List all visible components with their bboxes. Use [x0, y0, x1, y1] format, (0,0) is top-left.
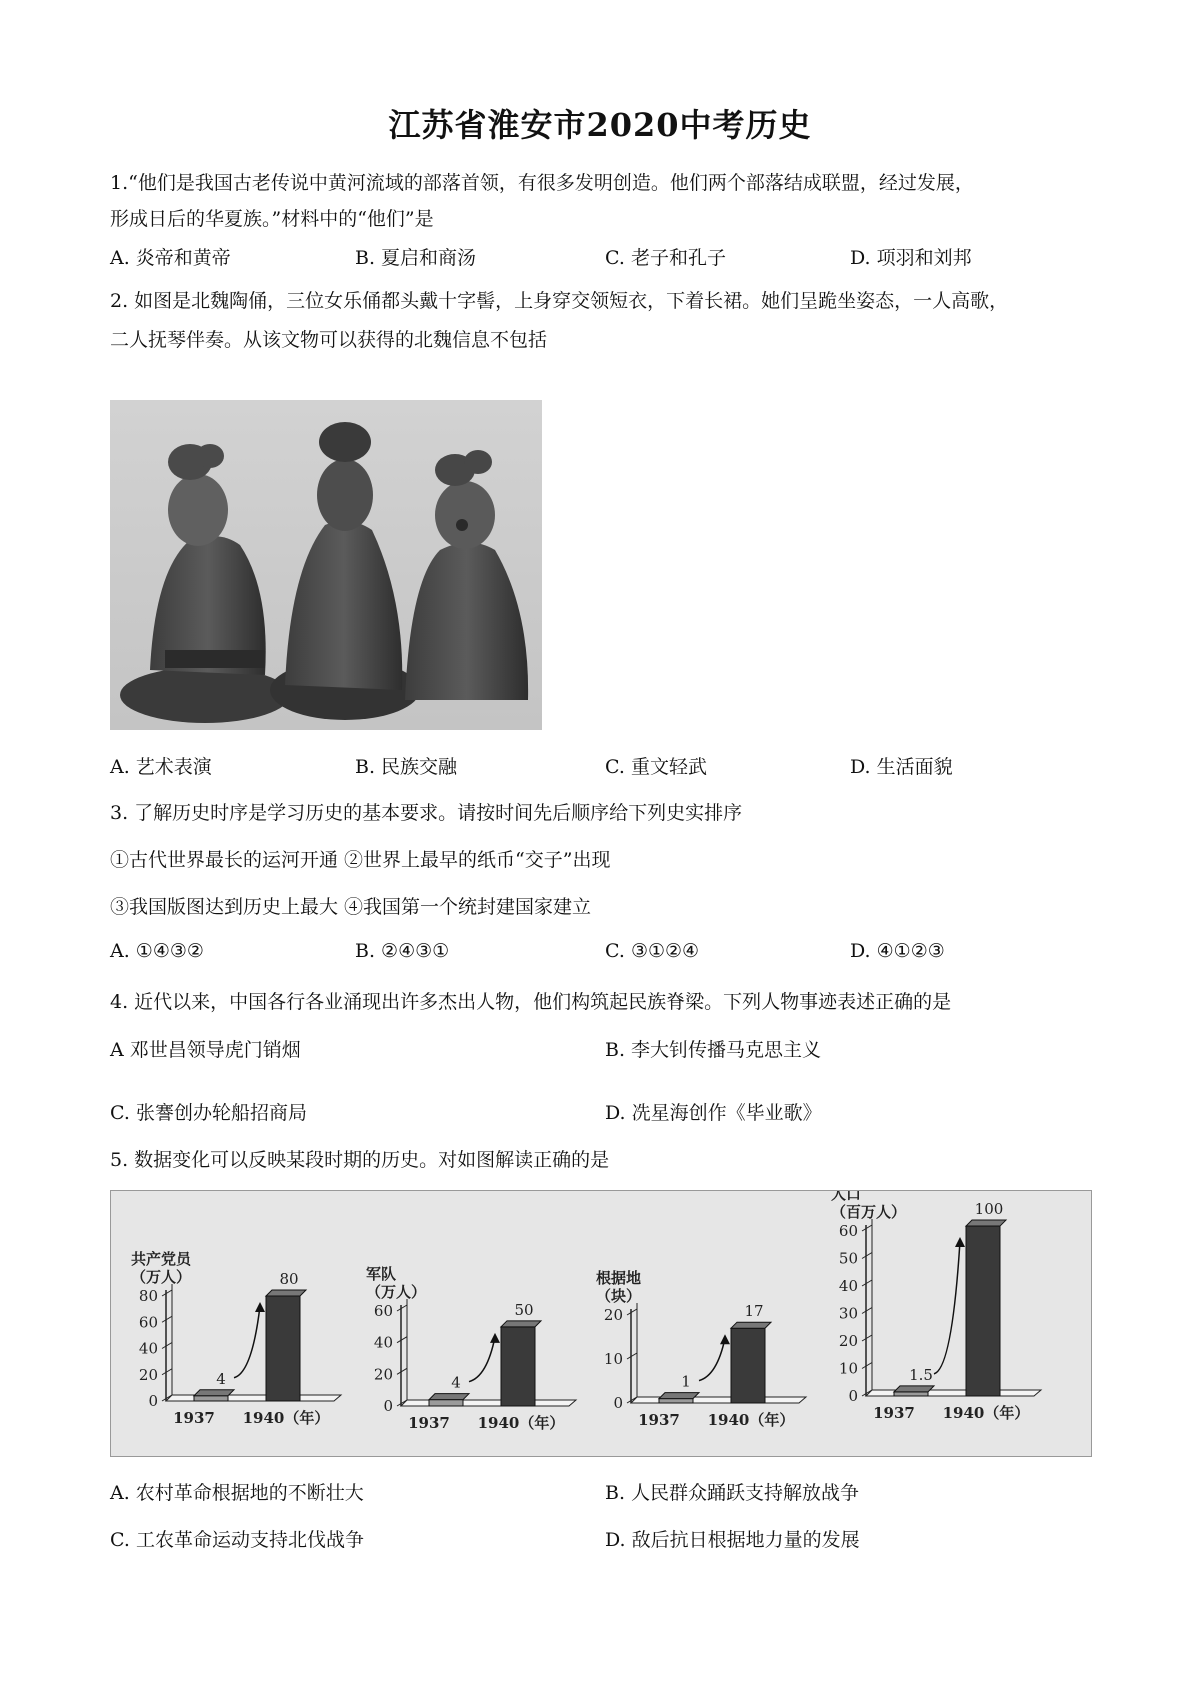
- q5-option-d: D. 敌后抗日根据地力量的发展: [605, 1529, 860, 1551]
- q2-option-d: D. 生活面貌: [850, 756, 953, 778]
- chart2-growth-arrow: [469, 1337, 495, 1382]
- chart4-tick-2: [862, 1335, 872, 1341]
- chart2-x-label-0: 1937: [408, 1414, 450, 1432]
- chart4-bar-top-0: [894, 1386, 934, 1392]
- chart4-value-label-1: 100: [974, 1200, 1004, 1219]
- q3-stem-line3: ③我国版图达到历史上最大 ④我国第一个统封建国家建立: [110, 896, 592, 918]
- q1-option-c: C. 老子和孔子: [605, 247, 726, 269]
- bar-charts-svg: [111, 1191, 1091, 1456]
- chart4-x-label-0: 1937: [873, 1404, 915, 1422]
- figurines-illustration: [110, 400, 542, 730]
- chart4-tick-label-0: 0: [848, 1387, 858, 1405]
- chart2-x-label-1: 1940（年）: [477, 1414, 565, 1432]
- chart4-tick-6: [862, 1225, 872, 1231]
- q2-option-a: A. 艺术表演: [110, 756, 212, 778]
- chart2-floor: [401, 1400, 576, 1406]
- q1-option-d: D. 项羽和刘邦: [850, 247, 972, 269]
- q1-option-b: B. 夏启和商汤: [355, 247, 477, 269]
- chart3-ylabel-line2: （块）: [596, 1287, 642, 1305]
- q2-option-c: C. 重文轻武: [605, 756, 707, 778]
- q2-option-b: B. 民族交融: [355, 756, 458, 778]
- q3-option-c: C. ③①②④: [605, 940, 700, 962]
- chart1-bar-1: [266, 1296, 300, 1401]
- chart4-tick-label-1: 10: [838, 1359, 858, 1378]
- chart3-tick-label-0: 0: [613, 1394, 623, 1412]
- q5-stem: 5. 数据变化可以反映某段时期的历史。对如图解读正确的是: [110, 1149, 610, 1171]
- chart1-tick-label-0: 0: [148, 1392, 158, 1410]
- chart3-x-label-0: 1937: [638, 1411, 680, 1429]
- chart1-bar-0: [194, 1396, 228, 1401]
- q3-stem-line2: ①古代世界最长的运河开通 ②世界上最早的纸币“交子”出现: [110, 849, 611, 871]
- q4-option-a: A 邓世昌领导虎门销烟: [110, 1039, 301, 1061]
- chart1-tick-3: [162, 1316, 172, 1322]
- chart1-tick-label-2: 40: [138, 1339, 158, 1358]
- q4-option-b: B. 李大钊传播马克思主义: [605, 1039, 822, 1061]
- chart4-bar-0: [894, 1392, 928, 1396]
- chart2-tick-label-1: 20: [373, 1365, 393, 1384]
- chart3-bar-top-1: [731, 1322, 771, 1328]
- chart1-value-label-1: 80: [279, 1270, 299, 1288]
- chart4-value-label-0: 1.5: [909, 1365, 933, 1384]
- q1-stem-line2: 形成日后的华夏族。”材料中的“他们”是: [110, 208, 434, 230]
- chart4-x-label-1: 1940（年）: [942, 1404, 1030, 1422]
- chart2-ylabel-line1: 军队: [366, 1265, 397, 1283]
- chart2-tick-1: [397, 1368, 407, 1374]
- chart2-tick-label-2: 40: [373, 1333, 393, 1352]
- chart1-tick-label-4: 80: [138, 1287, 158, 1305]
- chart3-arrow-head: [720, 1334, 730, 1344]
- q5-option-b: B. 人民群众踊跃支持解放战争: [605, 1482, 860, 1504]
- chart4-tick-4: [862, 1280, 872, 1286]
- chart2-bar-top-1: [501, 1321, 541, 1327]
- chart3-bar-1: [731, 1328, 765, 1403]
- chart4-bar-top-1: [966, 1220, 1006, 1226]
- chart1-bar-top-1: [266, 1290, 306, 1296]
- chart4-tick-5: [862, 1253, 872, 1259]
- q3-option-b: B. ②④③①: [355, 940, 450, 962]
- chart2-value-label-0: 4: [451, 1373, 461, 1392]
- chart2-tick-label-3: 60: [373, 1302, 393, 1320]
- chart4-tick-label-6: 60: [838, 1222, 858, 1240]
- chart1-bar-top-0: [194, 1390, 234, 1396]
- chart4-ylabel-line1: 人口: [831, 1191, 862, 1203]
- chart2-bar-top-0: [429, 1394, 469, 1400]
- chart2-ylabel-line2: （万人）: [366, 1283, 427, 1301]
- q2-stem-line2: 二人抚琴伴奏。从该文物可以获得的北魏信息不包括: [110, 329, 548, 351]
- q4-stem: 4. 近代以来，中国各行各业涌现出许多杰出人物，他们构筑起民族脊梁。下列人物事迹表述正确的是: [110, 991, 952, 1013]
- q3-option-a: A. ①④③②: [110, 940, 204, 962]
- chart3-tick-label-1: 10: [603, 1350, 623, 1368]
- chart1-tick-label-1: 20: [138, 1365, 158, 1384]
- chart3-bar-top-0: [659, 1393, 699, 1399]
- chart3-x-label-1: 1940（年）: [707, 1411, 795, 1429]
- q1-stem-line1: 1.“他们是我国古老传说中黄河流域的部落首领，有很多发明创造。他们两个部落结成联盟，经过发展，: [110, 172, 974, 194]
- chart4-floor: [866, 1390, 1041, 1396]
- chart1-growth-arrow: [234, 1306, 260, 1378]
- q1-option-a: A. 炎帝和黄帝: [110, 247, 231, 269]
- chart1-x-label-1: 1940（年）: [242, 1409, 330, 1427]
- chart3-tick-label-2: 20: [603, 1306, 623, 1324]
- chart2-arrow-head: [490, 1333, 500, 1343]
- chart4-ylabel-line2: （百万人）: [831, 1203, 907, 1221]
- q4-option-d: D. 冼星海创作《毕业歌》: [605, 1102, 822, 1124]
- chart1-tick-2: [162, 1343, 172, 1349]
- chart4-growth-arrow: [934, 1241, 960, 1374]
- chart3-value-label-1: 17: [744, 1302, 764, 1321]
- chart3-growth-arrow: [699, 1338, 725, 1380]
- chart4-arrow-head: [955, 1237, 965, 1247]
- q3-option-d: D. ④①②③: [850, 940, 945, 962]
- chart1-value-label-0: 4: [216, 1369, 226, 1388]
- q2-stem-line1: 2. 如图是北魏陶俑，三位女乐俑都头戴十字髻，上身穿交领短衣，下着长裙。她们呈跪坐姿态，一人高歌，: [110, 290, 1009, 312]
- chart1-tick-label-3: 60: [138, 1313, 158, 1332]
- chart3-floor: [631, 1397, 806, 1403]
- chart2-tick-2: [397, 1337, 407, 1343]
- chart2-bar-0: [429, 1400, 463, 1406]
- chart1-x-label-0: 1937: [173, 1409, 215, 1427]
- chart1-floor: [166, 1395, 341, 1401]
- q5-option-a: A. 农村革命根据地的不断壮大: [110, 1482, 364, 1504]
- chart4-tick-label-3: 30: [838, 1304, 858, 1323]
- chart4-tick-3: [862, 1308, 872, 1314]
- q3-stem-line1: 3. 了解历史时序是学习历史的基本要求。请按时间先后顺序给下列史实排序: [110, 802, 743, 824]
- q4-option-c: C. 张謇创办轮船招商局: [110, 1102, 307, 1124]
- chart4-tick-label-5: 50: [838, 1249, 858, 1268]
- q5-option-c: C. 工农革命运动支持北伐战争: [110, 1529, 364, 1551]
- chart1-ylabel-line1: 共产党员: [131, 1250, 192, 1268]
- chart3-value-label-0: 1: [681, 1372, 691, 1391]
- chart4-bar-1: [966, 1226, 1000, 1396]
- chart3-ylabel-line1: 根据地: [596, 1269, 642, 1287]
- chart1-tick-1: [162, 1369, 172, 1375]
- chart2-tick-label-0: 0: [383, 1397, 393, 1415]
- chart3-tick-1: [627, 1353, 637, 1359]
- chart2-bar-1: [501, 1327, 535, 1406]
- chart3-bar-0: [659, 1399, 693, 1403]
- chart2-value-label-1: 50: [514, 1300, 534, 1319]
- chart4-tick-label-4: 40: [838, 1277, 858, 1295]
- chart4-tick-1: [862, 1363, 872, 1369]
- figurines-photo: [110, 400, 542, 730]
- chart4-tick-label-2: 20: [838, 1332, 858, 1350]
- chart1-ylabel-line2: （万人）: [131, 1268, 192, 1286]
- data-charts-figure: [110, 1190, 1092, 1457]
- chart3-tick-2: [627, 1309, 637, 1315]
- chart1-tick-4: [162, 1290, 172, 1296]
- chart2-tick-3: [397, 1305, 407, 1311]
- page-title: 江苏省淮安市2020中考历史: [388, 106, 812, 144]
- chart1-arrow-head: [255, 1302, 265, 1312]
